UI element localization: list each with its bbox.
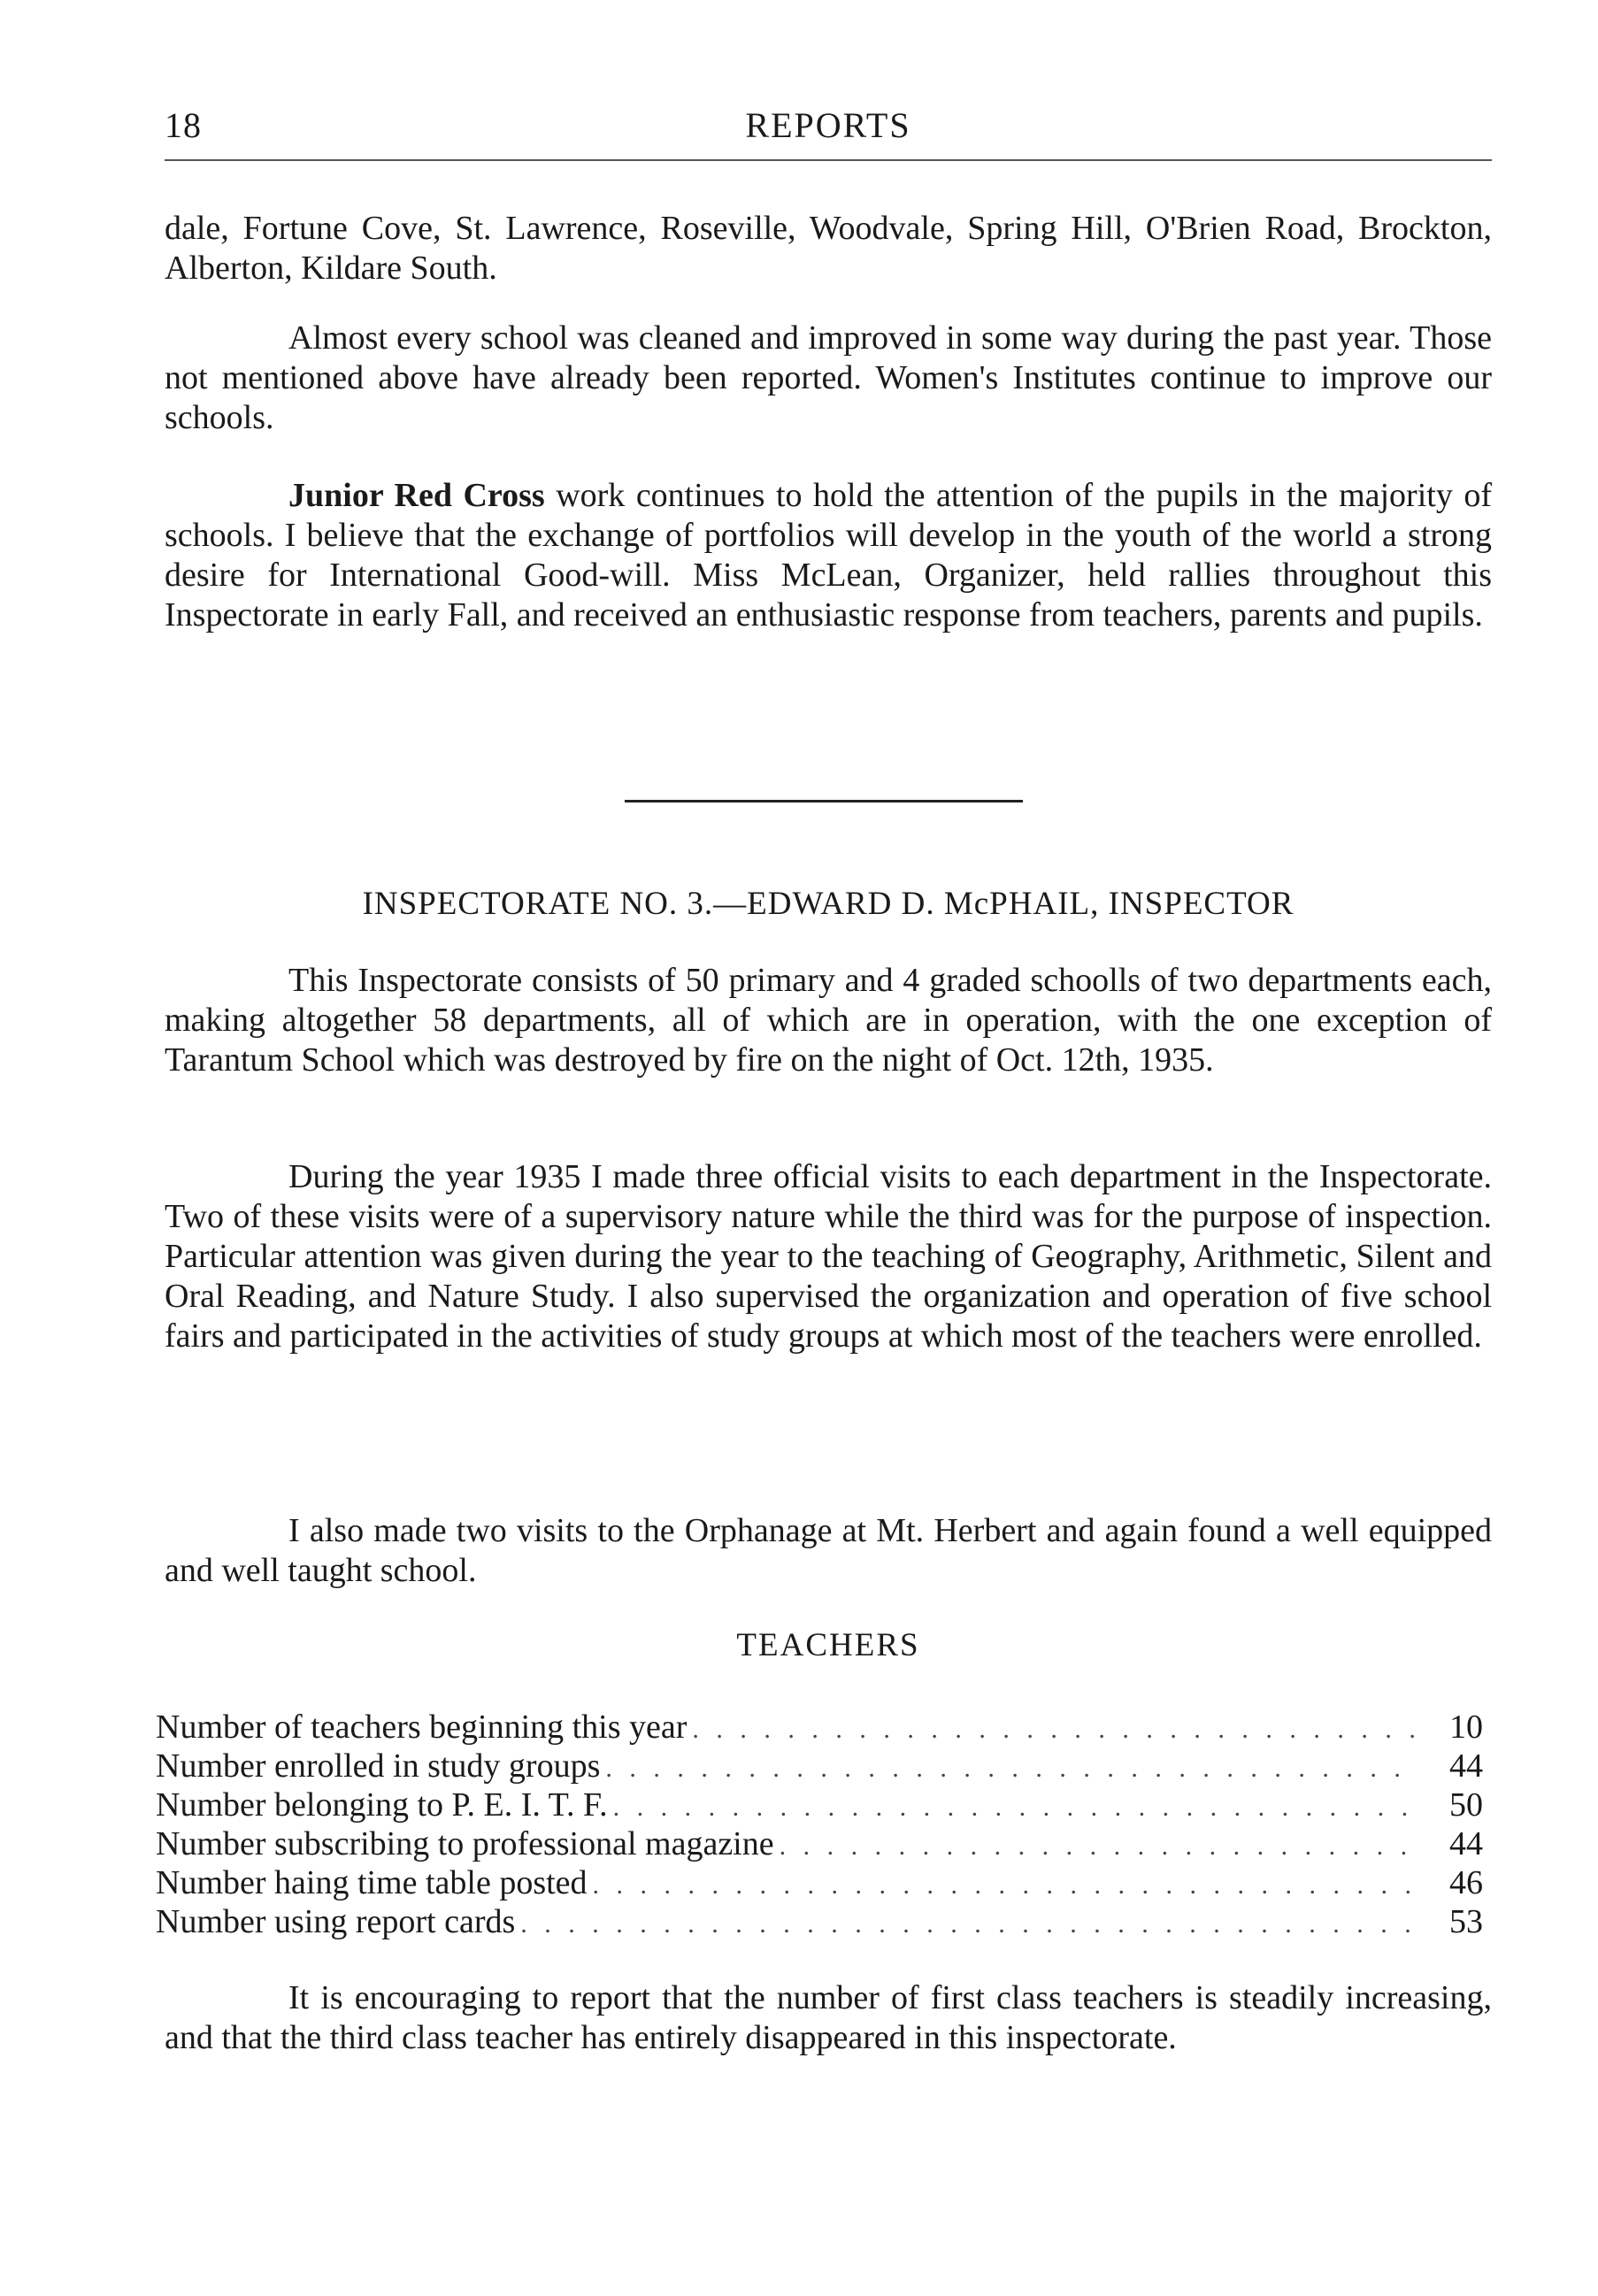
paragraph-schools-improved: Almost every school was cleaned and improved in some way during the past year. Those not mentioned above have already been reported. Women's Institutes continue to improve our schools. bbox=[165, 319, 1492, 436]
stat-value: 53 bbox=[1449, 1903, 1483, 1940]
paragraph-first-class-teachers: It is encouraging to report that the number of first class teachers is steadily increasing, and that the third class teacher has entirely disappeared in this inspectorate. bbox=[165, 1979, 1492, 2056]
dot-leader bbox=[692, 1710, 1416, 1749]
running-title: REPORTS bbox=[745, 105, 911, 145]
stat-row bbox=[156, 1708, 1483, 1747]
stat-row bbox=[156, 1902, 1483, 1941]
page-number: 18 bbox=[165, 105, 202, 145]
paragraph-continuation: dale, Fortune Cove, St. Lawrence, Roseville, Woodvale, Spring Hill, O'Brien Road, Brockton, Alberton, Kildare South. bbox=[165, 210, 1492, 287]
stat-row bbox=[156, 1785, 1483, 1824]
stat-value: 44 bbox=[1449, 1747, 1483, 1785]
section-divider bbox=[625, 800, 1023, 802]
stat-label: Number enrolled in study groups bbox=[156, 1747, 601, 1785]
teachers-stats-table bbox=[156, 1708, 1483, 1941]
stat-label: Number using report cards bbox=[156, 1903, 516, 1940]
stat-row bbox=[156, 1824, 1483, 1863]
stat-label: Number haing time table posted bbox=[156, 1864, 588, 1901]
stat-value: 46 bbox=[1449, 1864, 1483, 1901]
stat-label: Number subscribing to professional magazine bbox=[156, 1825, 774, 1862]
stat-label: Number belonging to P. E. I. T. F. bbox=[156, 1786, 608, 1824]
section-heading: INSPECTORATE NO. 3.—EDWARD D. McPHAIL, INSPECTOR bbox=[362, 886, 1295, 922]
stat-value: 10 bbox=[1449, 1709, 1483, 1746]
junior-red-cross-lead: Junior Red Cross bbox=[288, 477, 545, 514]
stat-row bbox=[156, 1863, 1483, 1902]
paragraph-inspectorate-composition: This Inspectorate consists of 50 primary and 4 graded schoolls of two departments each, making altogether 58 departments, all of which are in operation, with the one exception of Tarantum School which was destroyed by fire on the night of Oct. 12th, 1935. bbox=[165, 962, 1492, 1079]
stat-value: 50 bbox=[1449, 1786, 1483, 1824]
dot-leader bbox=[520, 1905, 1416, 1944]
dot-leader bbox=[613, 1788, 1416, 1827]
header-rule bbox=[165, 159, 1492, 161]
stat-label: Number of teachers beginning this year bbox=[156, 1709, 688, 1746]
stat-value: 44 bbox=[1449, 1825, 1483, 1862]
paragraph-official-visits: During the year 1935 I made three official visits to each department in the Inspectorate. Two of these visits were of a supervisory nature while the third was for the purpose of inspection. Particular attention was given during the year to the teaching of Geography, Arithmetic, Silent and Oral Reading, and Nature Study. I also supervised the organization and operation of five school fairs and participated in the activities of study groups at which most of the teachers were enrolled. bbox=[165, 1158, 1492, 1355]
dot-leader bbox=[593, 1866, 1416, 1905]
dot-leader bbox=[605, 1749, 1416, 1788]
running-head bbox=[165, 104, 1492, 157]
teachers-heading: TEACHERS bbox=[736, 1627, 920, 1663]
stat-row bbox=[156, 1747, 1483, 1785]
dot-leader bbox=[780, 1827, 1416, 1866]
junior-red-cross-text: work continues to hold the attention of the pupils in the majority of schools. I believe that the exchange of portfolios will develop in the youth of the world a strong desire for International Good-will. Miss McLean, Organizer, held rallies throughout this Inspectorate in early Fall, and received an enthusiastic response from teachers, parents and pupils. bbox=[165, 477, 1492, 634]
paragraph-orphanage-visits: I also made two visits to the Orphanage at Mt. Herbert and again found a well equipped and well taught school. bbox=[165, 1512, 1492, 1589]
paragraph-junior-red-cross bbox=[165, 476, 1492, 635]
